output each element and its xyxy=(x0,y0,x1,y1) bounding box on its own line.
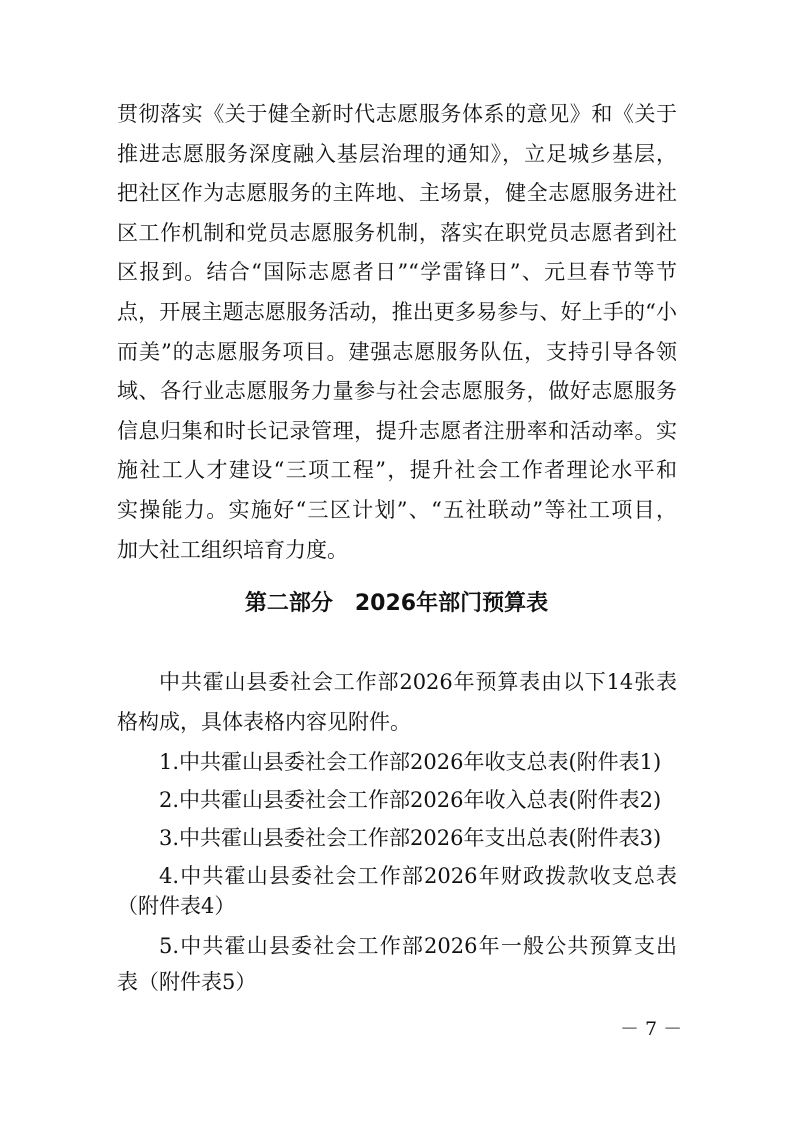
list-item-continuation: （附件表4） xyxy=(117,894,236,918)
text-line: 区报到。结合“国际志愿者日”“学雷锋日”、元旦春节等节 xyxy=(117,260,677,285)
text-line: 推进志愿服务深度融入基层治理的通知》，立足城乡基层， xyxy=(117,141,677,166)
list-item: 4.中共霍山县委社会工作部2026年财政拨款收支总表 xyxy=(159,864,677,888)
text-line: 格构成，具体表格内容见附件。 xyxy=(117,710,411,734)
text-line: 点，开展主题志愿服务活动，推出更多易参与、好上手的“小 xyxy=(117,300,677,324)
list-item: 2.中共霍山县委社会工作部2026年收入总表(附件表2) xyxy=(159,788,662,812)
text-line: 实操能力。实施好“三区计划”、“五社联动”等社工项目， xyxy=(117,498,677,522)
list-item-continuation: 表（附件表5） xyxy=(117,970,257,994)
text-line-final: 加大社工组织培育力度。 xyxy=(117,537,348,562)
text-line: 域、各行业志愿服务力量参与社会志愿服务，做好志愿服务 xyxy=(117,379,677,404)
text-line: 贯彻落实《关于健全新时代志愿服务体系的意见》和《关于 xyxy=(117,102,677,126)
text-line: 把社区作为志愿服务的主阵地、主场景，健全志愿服务进社 xyxy=(117,181,677,206)
section-heading: 第二部分 2026年部门预算表 xyxy=(244,591,549,616)
page-number: － 7 － xyxy=(620,1018,683,1040)
list-item: 5.中共霍山县委社会工作部2026年一般公共预算支出 xyxy=(159,934,677,958)
text-line: 施社工人才建设“三项工程”，提升社会工作者理论水平和 xyxy=(117,458,677,483)
text-line: 中共霍山县委社会工作部2026年预算表由以下14张表 xyxy=(159,670,677,694)
text-line: 区工作机制和党员志愿服务机制，落实在职党员志愿者到社 xyxy=(117,220,677,245)
text-line: 而美”的志愿服务项目。建强志愿服务队伍，支持引导各领 xyxy=(117,339,677,364)
text-line: 信息归集和时长记录管理，提升志愿者注册率和活动率。实 xyxy=(117,418,677,443)
list-item: 3.中共霍山县委社会工作部2026年支出总表(附件表3) xyxy=(159,826,662,850)
list-item: 1.中共霍山县委社会工作部2026年收支总表(附件表1) xyxy=(159,750,662,774)
